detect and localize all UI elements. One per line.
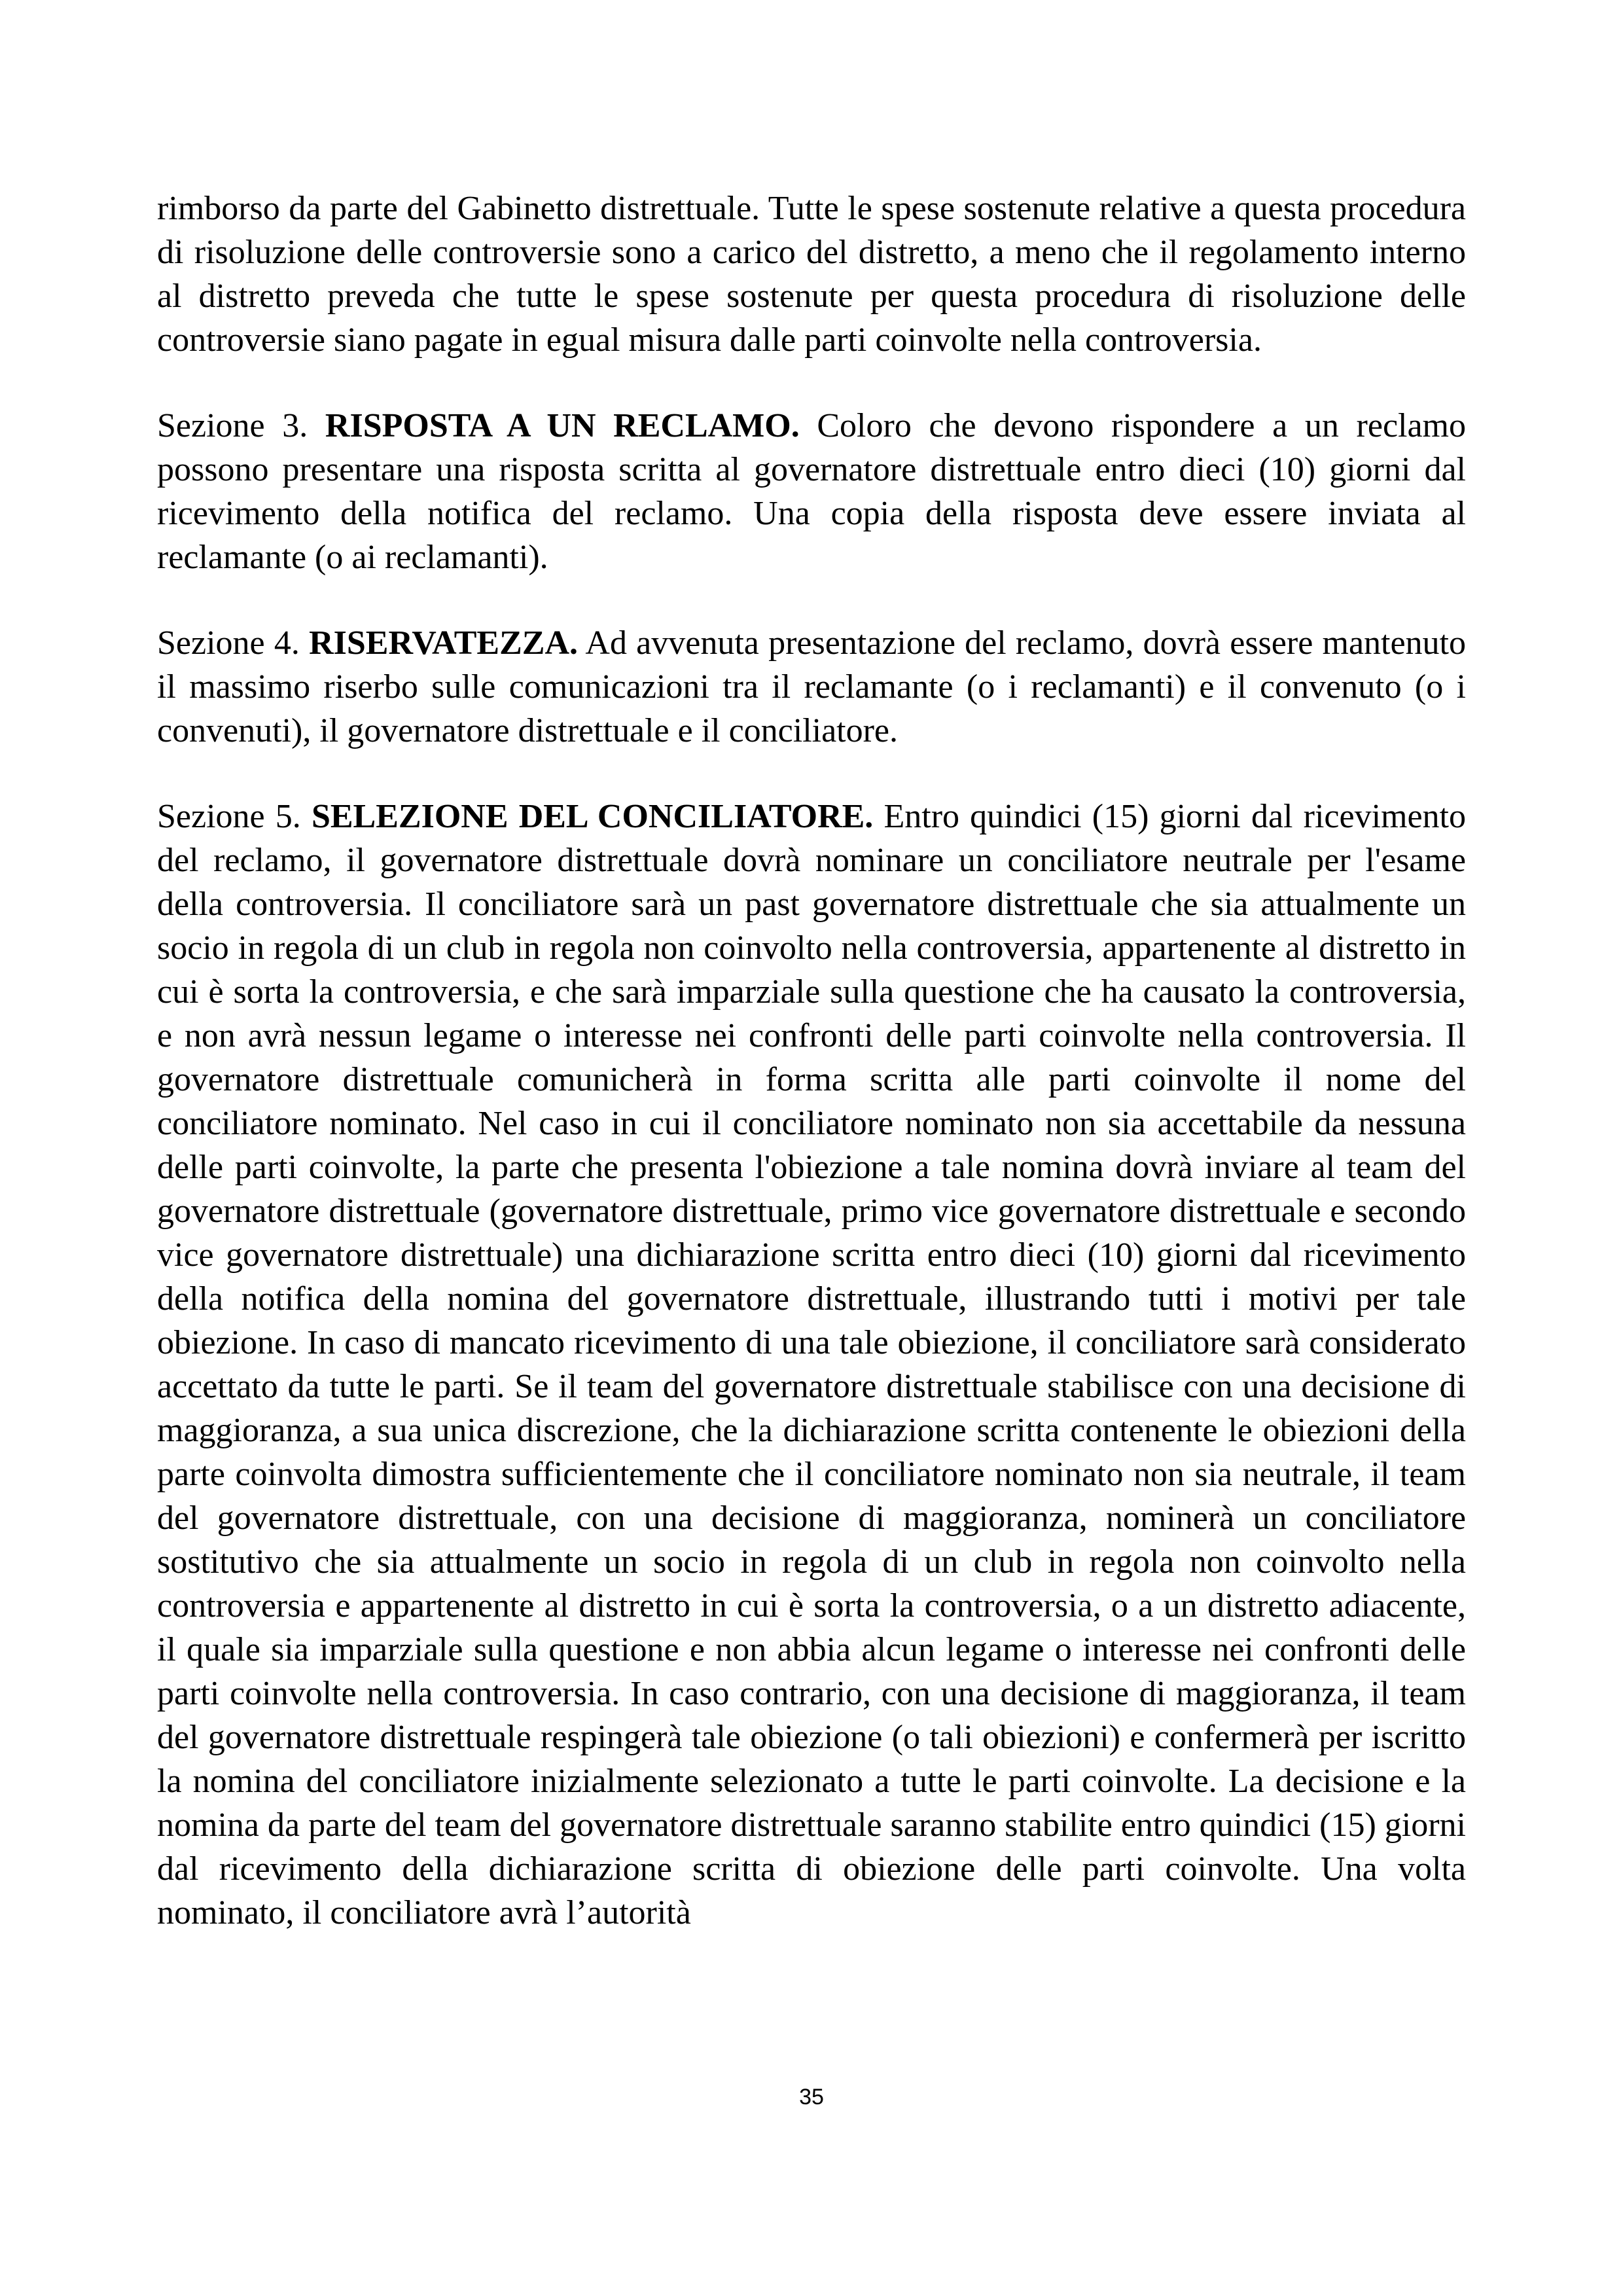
section-3-risposta-a-un-reclamo <box>157 404 1466 579</box>
section-text: Coloro che devono rispondere a un reclamo possono presentare una risposta scritta al governatore distrettuale entro dieci (10) giorni dal ricevimento della notifica del reclamo. Una copia della risposta deve essere inviata al reclamante (o ai reclamanti). <box>157 407 1466 576</box>
paragraph-text: rimborso da parte del Gabinetto distrettuale. Tutte le spese sostenute relative a questa procedura di risoluzione delle controversie sono a carico del distretto, a meno che il regolamento interno al distretto preveda che tutte le spese sostenute per questa procedura di risoluzione delle controversie siano pagate in egual misura dalle parti coinvolte nella controversia. <box>157 190 1466 359</box>
section-5-selezione-del-conciliatore <box>157 795 1466 1935</box>
section-label: Sezione 3. <box>157 407 325 444</box>
section-heading: SELEZIONE DEL CONCILIATORE. <box>311 798 874 835</box>
section-label: Sezione 5. <box>157 798 312 835</box>
document-body <box>157 187 1466 1935</box>
paragraph-rimborso <box>157 187 1466 362</box>
section-text: Entro quindici (15) giorni dal ricevimento del reclamo, il governatore distrettuale dovrà nominare un conciliatore neutrale per l'esame della controversia. Il conciliatore sarà un past governatore distrettuale che sia attualmente un socio in regola di un club in regola non coinvolto nella controversia, appartenente al distretto in cui è sorta la controversia, e che sarà imparziale sulla questione che ha causato la controversia, e non avrà nessun legame o interesse nei confronti delle parti coinvolte nella controversia. Il governatore distrettuale comunicherà in forma scritta alle parti coinvolte il nome del conciliatore nominato. Nel caso in cui il conciliatore nominato non sia accettabile da nessuna delle parti coinvolte, la parte che presenta l'obiezione a tale nomina dovrà inviare al team del governatore distrettuale (governatore distrettuale, primo vice governatore distrettuale e secondo vice governatore distrettuale) una dichiarazione scritta entro dieci (10) giorni dal ricevimento della notifica della nomina del governatore distrettuale, illustrando tutti i motivi per tale obiezione. In caso di mancato ricevimento di una tale obiezione, il conciliatore sarà considerato accettato da tutte le parti. Se il team del governatore distrettuale stabilisce con una decisione di maggioranza, a sua unica discrezione, che la dichiarazione scritta contenente le obiezioni della parte coinvolta dimostra sufficientemente che il conciliatore nominato non sia neutrale, il team del governatore distrettuale, con una decisione di maggioranza, nominerà un conciliatore sostitutivo che sia attualmente un socio in regola di un club in regola non coinvolto nella controversia e appartenente al distretto in cui è sorta la controversia, o a un distretto adiacente, il quale sia imparziale sulla questione e non abbia alcun legame o interesse nei confronti delle parti coinvolte nella controversia. In caso contrario, con una decisione di maggioranza, il team del governatore distrettuale respingerà tale obiezione (o tali obiezioni) e confermerà per iscritto la nomina del conciliatore inizialmente selezionato a tutte le parti coinvolte. La decisione e la nomina da parte del team del governatore distrettuale saranno stabilite entro quindici (15) giorni dal ricevimento della dichiarazione scritta di obiezione delle parti coinvolte. Una volta nominato, il conciliatore avrà l’autorità <box>157 798 1467 1931</box>
section-text: Ad avvenuta presentazione del reclamo, dovrà essere mantenuto il massimo riserbo sulle comunicazioni tra il reclamante (o i reclamanti) e il convenuto (o i convenuti), il governatore distrettuale e il conciliatore. <box>157 624 1467 749</box>
section-label: Sezione 4. <box>157 624 310 662</box>
section-heading: RISERVATEZZA. <box>309 624 579 662</box>
section-4-riservatezza <box>157 621 1466 753</box>
section-heading: RISPOSTA A UN RECLAMO. <box>325 407 800 444</box>
page-number: 35 <box>799 2085 824 2109</box>
